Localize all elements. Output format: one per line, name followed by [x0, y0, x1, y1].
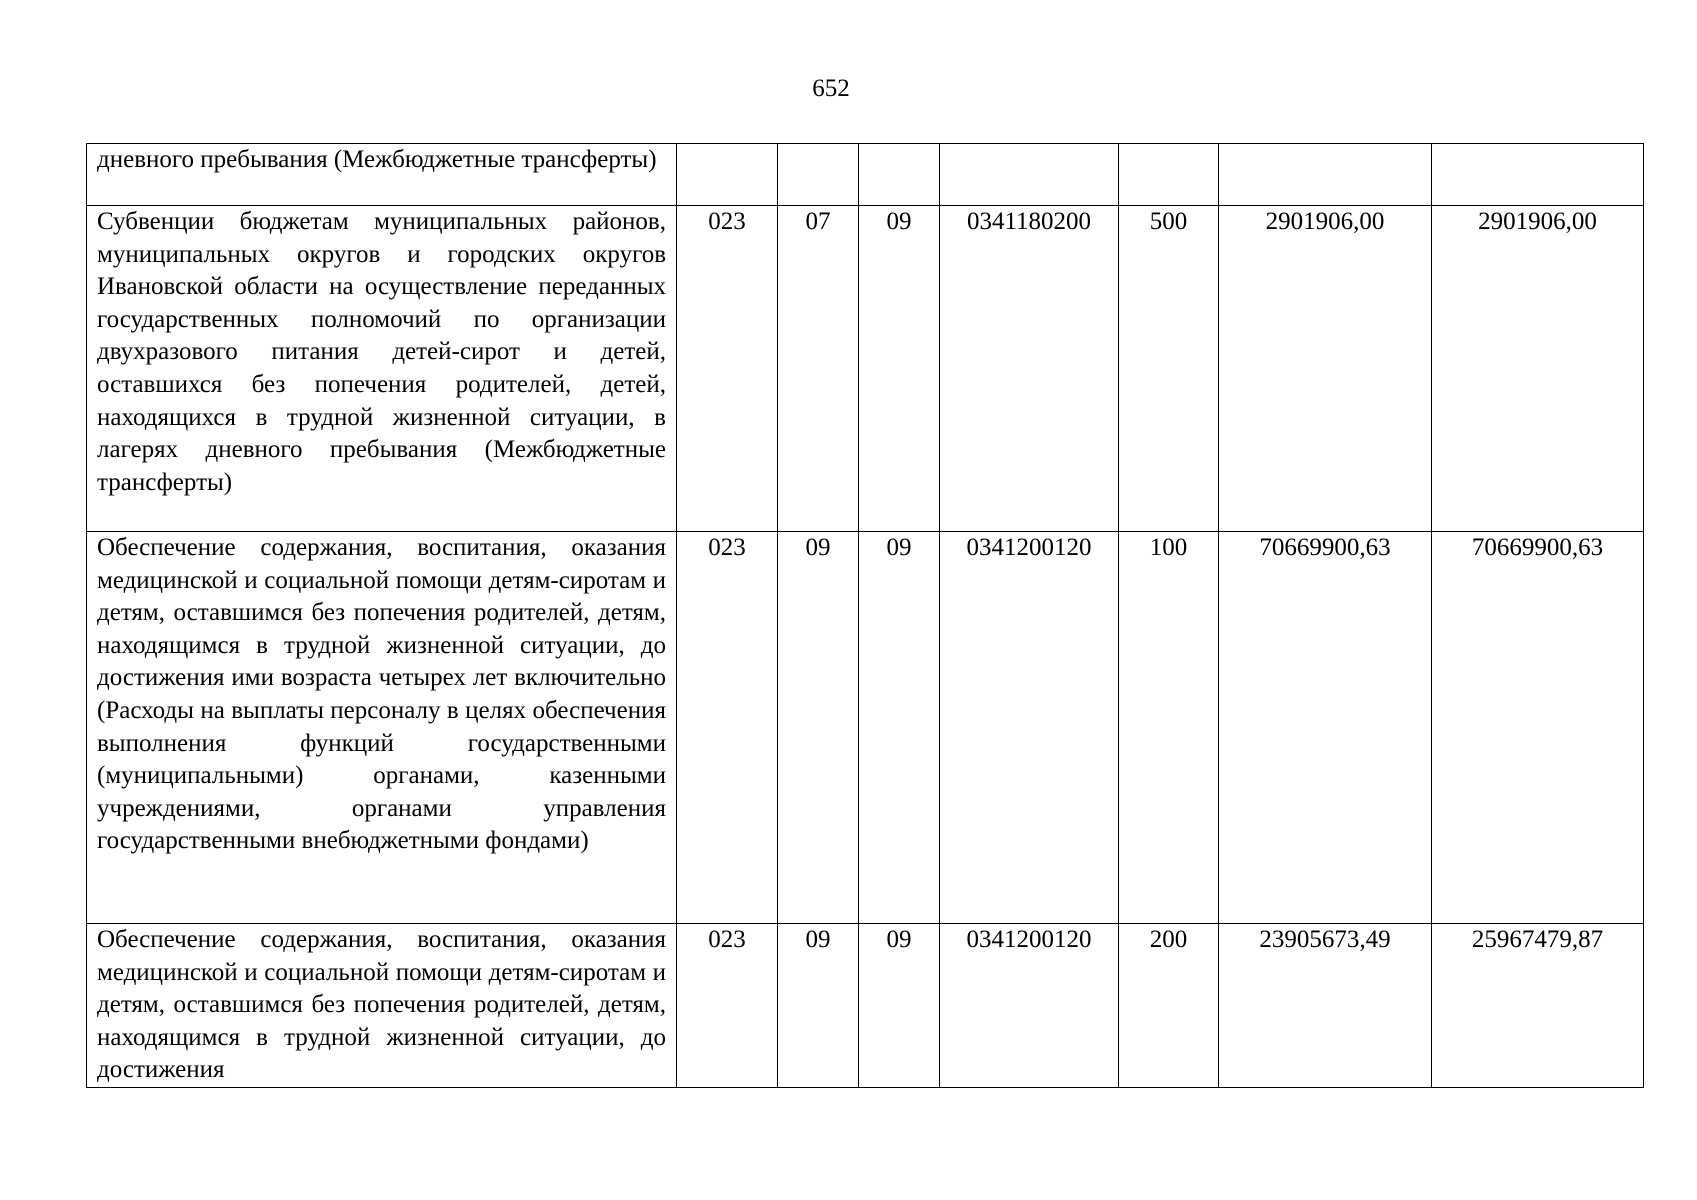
row-target-article-code: [940, 144, 1119, 206]
row-section-code: [778, 144, 859, 206]
row-subsection-code: 09: [859, 532, 940, 924]
row-sum-1: 23905673,49: [1219, 924, 1432, 1088]
row-expense-type-code: 100: [1119, 532, 1219, 924]
row-sum-2: 25967479,87: [1432, 924, 1644, 1088]
table-row: [87, 924, 1644, 1088]
row-gr-code: [677, 144, 778, 206]
row-target-article-code: 0341200120: [940, 924, 1119, 1088]
row-section-code: 07: [778, 206, 859, 532]
row-section-code: 09: [778, 924, 859, 1088]
row-gr-code: 023: [677, 532, 778, 924]
row-gr-code: 023: [677, 206, 778, 532]
row-sum-2: [1432, 144, 1644, 206]
table-row: [87, 206, 1644, 532]
row-description: дневного пребывания (Межбюджетные трансферты): [87, 144, 677, 206]
row-expense-type-code: 200: [1119, 924, 1219, 1088]
row-gr-code: 023: [677, 924, 778, 1088]
row-expense-type-code: [1119, 144, 1219, 206]
row-target-article-code: 0341180200: [940, 206, 1119, 532]
row-description: Субвенции бюджетам муниципальных районов, муниципальных округов и городских округов Ивановской области на осуществление переданных государственных полномочий по организации двухразового питания детей-сирот и детей, оставшихся без попечения родителей, детей, находящихся в трудной жизненной ситуации, в лагерях дневного пребывания (Межбюджетные трансферты): [87, 206, 677, 532]
row-sum-1: [1219, 144, 1432, 206]
row-sum-2: 70669900,63: [1432, 532, 1644, 924]
row-target-article-code: 0341200120: [940, 532, 1119, 924]
row-subsection-code: 09: [859, 206, 940, 532]
row-subsection-code: 09: [859, 924, 940, 1088]
table-row: [87, 532, 1644, 924]
row-sum-1: 70669900,63: [1219, 532, 1432, 924]
page-number: 652: [812, 75, 850, 102]
table-row: [87, 144, 1644, 206]
row-description: Обеспечение содержания, воспитания, оказания медицинской и социальной помощи детям-сиротам и детям, оставшимся без попечения родителей, детям, находящимся в трудной жизненной ситуации, до достижения: [87, 924, 677, 1088]
row-sum-1: 2901906,00: [1219, 206, 1432, 532]
row-section-code: 09: [778, 532, 859, 924]
row-expense-type-code: 500: [1119, 206, 1219, 532]
row-sum-2: 2901906,00: [1432, 206, 1644, 532]
budget-table: [86, 143, 1644, 1088]
row-description: Обеспечение содержания, воспитания, оказания медицинской и социальной помощи детям-сиротам и детям, оставшимся без попечения родителей, детям, находящимся в трудной жизненной ситуации, до достижения ими возраста четырех лет включительно (Расходы на выплаты персоналу в целях обеспечения выполнения функций государственными (муниципальными) органами, казенными учреждениями, органами управления государственными внебюджетными фондами): [87, 532, 677, 924]
row-subsection-code: [859, 144, 940, 206]
